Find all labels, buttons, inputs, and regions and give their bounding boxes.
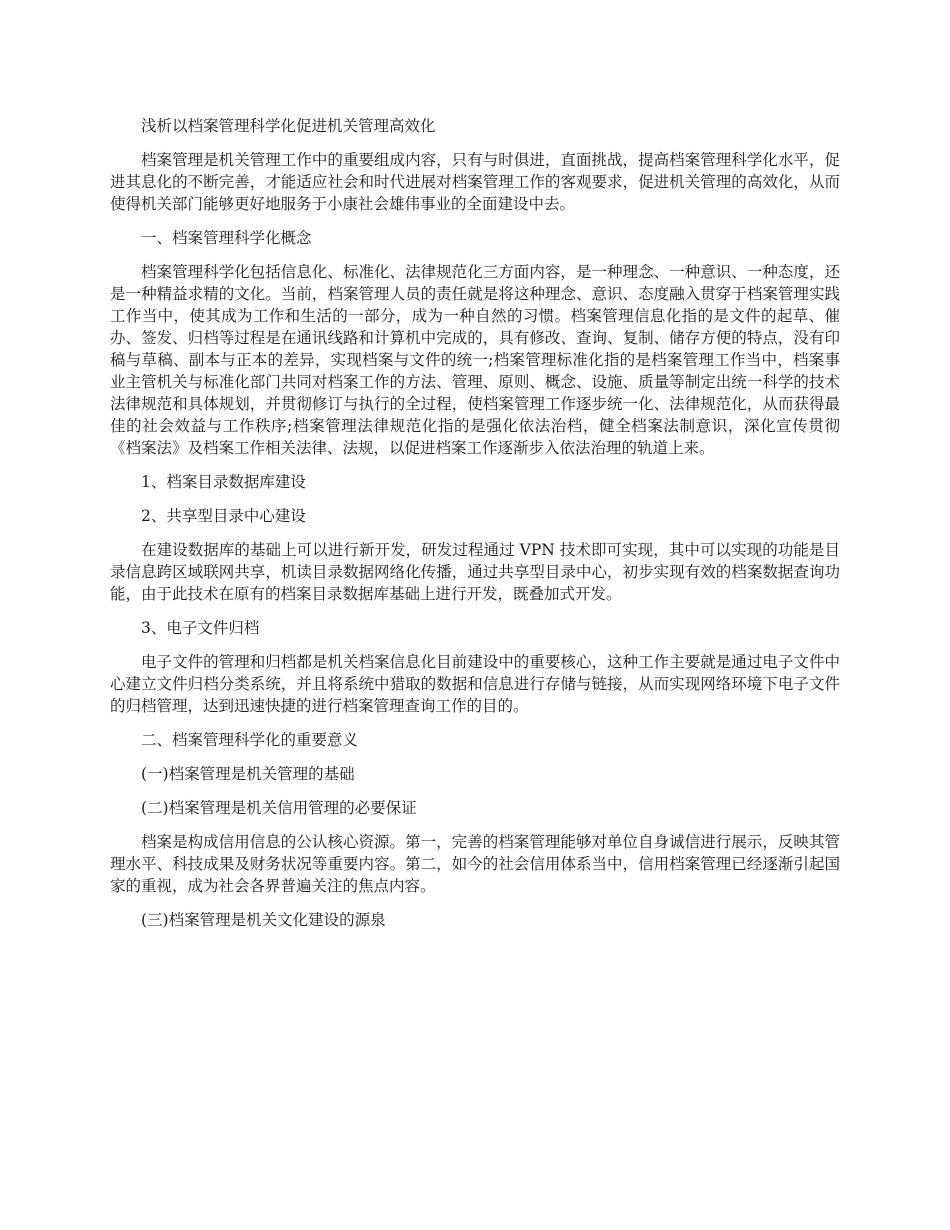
subheading-basis: (一)档案管理是机关管理的基础 [141, 765, 355, 783]
paragraph-shared-catalog: 在建设数据库的基础上可以进行新开发，研发过程通过 VPN 技术即可实现，其中可以实现的功能是目录信息跨区域联网共享，机读目录数据网络化传播，通过共享型目录中心，初步实现有效的档案数据查询功能，由于此技术在原有的档案目录数据库基础上进行开发，既叠加式开发。 [110, 541, 840, 603]
paragraph-intro: 档案管理是机关管理工作中的重要组成内容，只有与时俱进，直面挑战，提高档案管理科学化水平，促进其息化的不断完善，才能适应社会和时代进展对档案管理工作的客观要求，促进机关管理的高效化，从而使得机关部门能够更好地服务于小康社会雄伟事业的全面建设中去。 [110, 151, 840, 213]
section-heading-1: 一、档案管理科学化概念 [141, 229, 312, 247]
subheading-e-filing: 3、电子文件归档 [141, 619, 260, 637]
document-page [110, 115, 840, 943]
paragraph-e-filing: 电子文件的管理和归档都是机关档案信息化目前建设中的重要核心，这种工作主要就是通过电子文件中心建立文件归档分类系统，并且将系统中猎取的数据和信息进行存储与链接，从而实现网络环境下电子文件的归档管理，达到迅速快捷的进行档案管理查询工作的目的。 [110, 653, 840, 715]
section-heading-2: 二、档案管理科学化的重要意义 [141, 731, 359, 749]
subheading-credit: (二)档案管理是机关信用管理的必要保证 [141, 799, 417, 817]
subheading-culture: (三)档案管理是机关文化建设的源泉 [141, 911, 386, 929]
paragraph-credit: 档案是构成信用信息的公认核心资源。第一，完善的档案管理能够对单位自身诚信进行展示，反映其管理水平、科技成果及财务状况等重要内容。第二，如今的社会信用体系当中，信用档案管理已经逐渐引起国家的重视，成为社会各界普遍关注的焦点内容。 [110, 833, 840, 895]
subheading-shared-catalog: 2、共享型目录中心建设 [141, 507, 306, 525]
paragraph-concept: 档案管理科学化包括信息化、标准化、法律规范化三方面内容，是一种理念、一种意识、一种态度，还是一种精益求精的文化。当前，档案管理人员的责任就是将这种理念、意识、态度融入贯穿于档案管理实践工作当中，使其成为工作和生活的一部分，成为一种自然的习惯。档案管理信息化指的是文件的起草、催办、签发、归档等过程是在通讯线路和计算机中完成的，具有修改、查询、复制、储存方便的特点，没有印稿与草稿、副本与正本的差异，实现档案与文件的统一;档案管理标准化指的是档案管理工作当中，档案事业主管机关与标准化部门共同对档案工作的方法、管理、原则、概念、设施、质量等制定出统一科学的技术法律规范和具体规划，并贯彻修订与执行的全过程，使档案管理工作逐步统一化、法律规范化，从而获得最佳的社会效益与工作秩序;档案管理法律规范化指的是强化依法治档，健全档案法制意识，深化宣传贯彻《档案法》及档案工作相关法律、法规，以促进档案工作逐渐步入依法治理的轨道上来。 [110, 263, 840, 457]
subheading-catalog-database: 1、档案目录数据库建设 [141, 473, 306, 491]
document-title: 浅析以档案管理科学化促进机关管理高效化 [141, 117, 436, 135]
